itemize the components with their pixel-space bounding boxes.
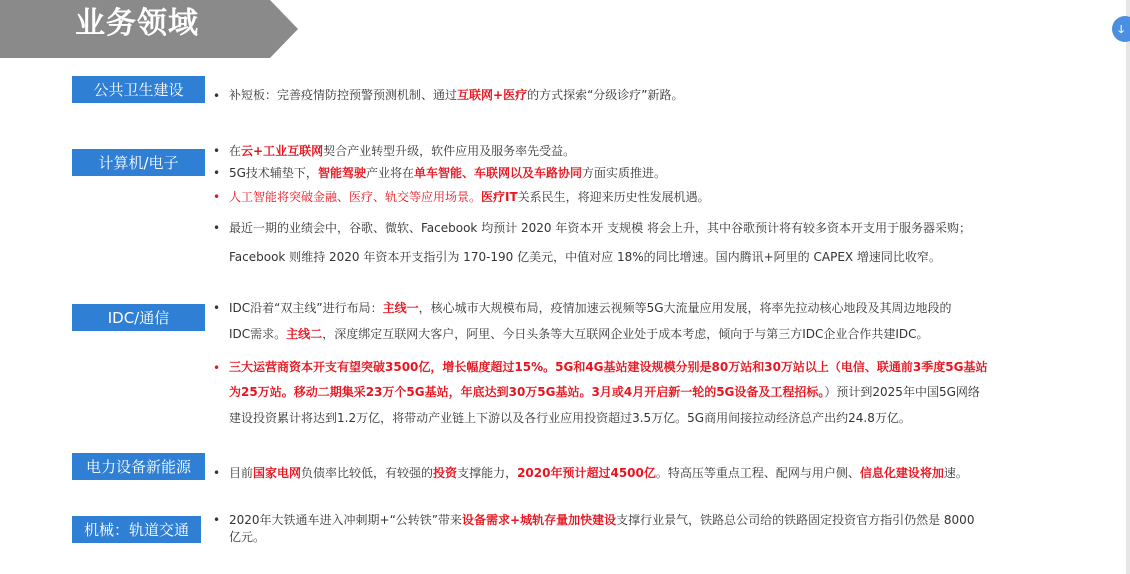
idc-line-1: IDC沿着“双主线”进行布局：主线一，核心城市大规模布局，疫情加速云视频等5G大流量应用发展，将率先拉动核心地段及其周边地段的 — [229, 301, 952, 315]
computer-line-4: 最近一期的业绩会中，谷歌、微软、Facebook 均预计 2020 年资本开 支规模 将会上升，其中谷歌预计将有较多资本开支用于服务器采购； — [229, 221, 972, 235]
scrollbar-track[interactable] — [1126, 0, 1130, 574]
idc-line-4: 为25万站。移动二期集采23万个5G基站，年底达到30万5G基站。3月或4月开启新一轮的5G设备及工程招标。）预计到2025年中国5G网络 — [229, 385, 980, 399]
tag-machinery: 机械：轨道交通 — [72, 516, 201, 543]
bullet: • — [213, 166, 221, 180]
tag-public-health: 公共卫生建设 — [72, 76, 205, 103]
public-health-line-1: 补短板：完善疫情防控预警预测机制、通过互联网+医疗的方式探索“分级诊疗”新路。 — [229, 88, 684, 102]
computer-line-5: Facebook 则维持 2020 年资本开支指引为 170-190 亿美元，中值对应 18%的同比增速。国内腾讯+阿里的 CAPEX 增速同比收窄。 — [229, 250, 941, 264]
tag-computer: 计算机/电子 — [72, 149, 205, 176]
bullet: • — [213, 361, 221, 375]
bullet: • — [213, 89, 221, 103]
idc-line-2: IDC需求。主线二，深度绑定互联网大客户，阿里、今日头条等大互联网企业处于成本考虑，倾向于与第三方IDC企业合作共建IDC。 — [229, 327, 929, 341]
computer-line-1: 在云+工业互联网契合产业转型升级，软件应用及服务率先受益。 — [229, 144, 576, 158]
machinery-line-2: 亿元。 — [229, 530, 266, 544]
idc-line-5: 建设投资累计将达到1.2万亿，将带动产业链上下游以及各行业应用投资超过3.5万亿。5G商用间接拉动经济总产出约24.8万亿。 — [229, 411, 911, 425]
power-line-1: 目前国家电网负债率比较低，有较强的投资支撑能力，2020年预计超过4500亿。特高压等重点工程、配网与用户侧、信息化建设将加速。 — [229, 466, 968, 480]
idc-line-3: 三大运营商资本开支有望突破3500亿，增长幅度超过15%。5G和4G基站建设规模分别是80万站和30万站以上（电信、联通前3季度5G基站 — [229, 360, 988, 374]
bullet: • — [213, 513, 221, 527]
bullet: • — [213, 144, 221, 158]
bullet: • — [213, 190, 221, 204]
page-title: 业务领域 — [75, 6, 199, 41]
bullet: • — [213, 466, 221, 480]
tag-idc: IDC/通信 — [72, 304, 205, 331]
computer-line-2: 5G技术辅垫下，智能驾驶产业将在单车智能、车联网以及车路协同方面实质推进。 — [229, 166, 666, 180]
side-tool-icon[interactable]: ↆ — [1112, 16, 1130, 42]
machinery-line-1: 2020年大铁通车进入冲刺期+“公转铁”带来设备需求+城轨存量加快建设支撑行业景气，铁路总公司给的铁路固定投资官方指引仍然是 8000 — [229, 513, 975, 527]
bullet: • — [213, 221, 221, 235]
computer-line-3: 人工智能将突破金融、医疗、轨交等应用场景。医疗IT关系民生，将迎来历史性发展机遇。 — [229, 190, 710, 204]
bullet: • — [213, 301, 221, 315]
tag-power: 电力设备新能源 — [72, 453, 205, 480]
